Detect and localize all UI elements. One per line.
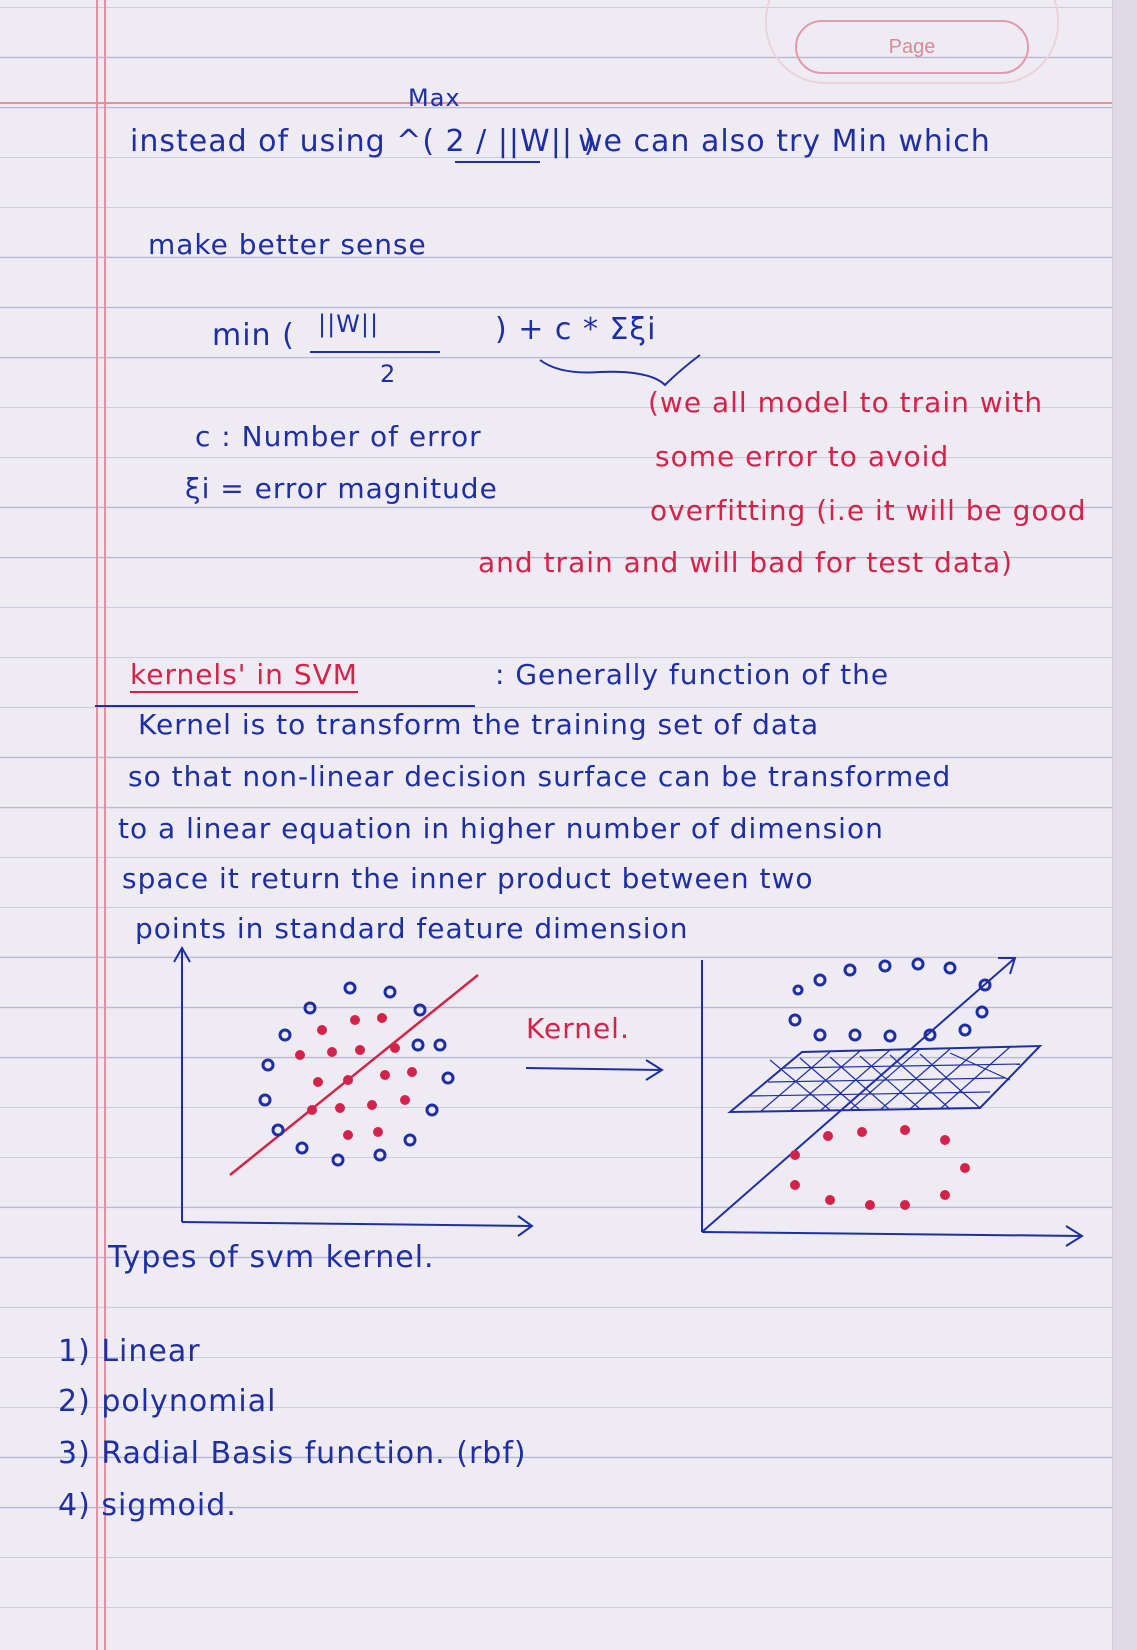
kernel-line-2: Kernel is to transform the training set of data bbox=[138, 708, 820, 741]
red-note-1: (we all model to train with bbox=[648, 386, 1044, 419]
left-red-points bbox=[295, 1013, 417, 1140]
red-note-2: some error to avoid bbox=[655, 440, 950, 473]
red-note-4: and train and will bad for test data) bbox=[478, 546, 1014, 579]
formula-min: min ( bbox=[212, 318, 295, 353]
note-line-2: make better sense bbox=[148, 228, 427, 261]
left-x-axis bbox=[182, 1222, 532, 1226]
kernel-line-5: space it return the inner product between two bbox=[122, 862, 814, 895]
def-ei: ξi = error magnitude bbox=[185, 472, 498, 505]
page-label: Page bbox=[888, 35, 936, 58]
type-1: 1) Linear bbox=[58, 1334, 201, 1369]
kernel-arrow-line bbox=[526, 1068, 662, 1070]
kernel-line-6: points in standard feature dimension bbox=[135, 912, 689, 945]
kernel-line-4: to a linear equation in higher number of dimension bbox=[118, 812, 884, 845]
right-blue-points bbox=[790, 959, 990, 1041]
kernel-line-1: : Generally function of the bbox=[495, 658, 890, 691]
type-3: 3) Radial Basis function. (rbf) bbox=[58, 1436, 527, 1471]
formula-norm-numerator: ||W|| bbox=[318, 310, 380, 338]
note-line-1b: we can also try Min which bbox=[578, 124, 991, 159]
kernel-arrow-label: Kernel. bbox=[526, 1012, 630, 1045]
brace bbox=[540, 355, 700, 385]
formula-plus-c-sum: ) + c * Σξi bbox=[495, 312, 657, 347]
linear-separator bbox=[230, 975, 478, 1175]
hyperplane-hatch bbox=[750, 1047, 1020, 1112]
max-label: Max bbox=[408, 84, 461, 112]
kernels-heading: kernels' in SVM bbox=[130, 658, 358, 691]
kernel-line-3: so that non-linear decision surface can be transformed bbox=[128, 760, 952, 793]
type-2: 2) polynomial bbox=[58, 1384, 277, 1419]
type-4: 4) sigmoid. bbox=[58, 1488, 237, 1523]
right-red-points bbox=[790, 1125, 970, 1210]
types-heading: Types of svm kernel. bbox=[108, 1240, 435, 1275]
red-note-3: overfitting (i.e it will be good bbox=[650, 494, 1087, 527]
formula-denominator: 2 bbox=[380, 360, 397, 388]
right-x-axis bbox=[702, 1232, 1082, 1236]
note-line-1a: instead of using ^( 2 / ||W|| ) bbox=[130, 124, 597, 159]
def-c: c : Number of error bbox=[195, 420, 482, 453]
